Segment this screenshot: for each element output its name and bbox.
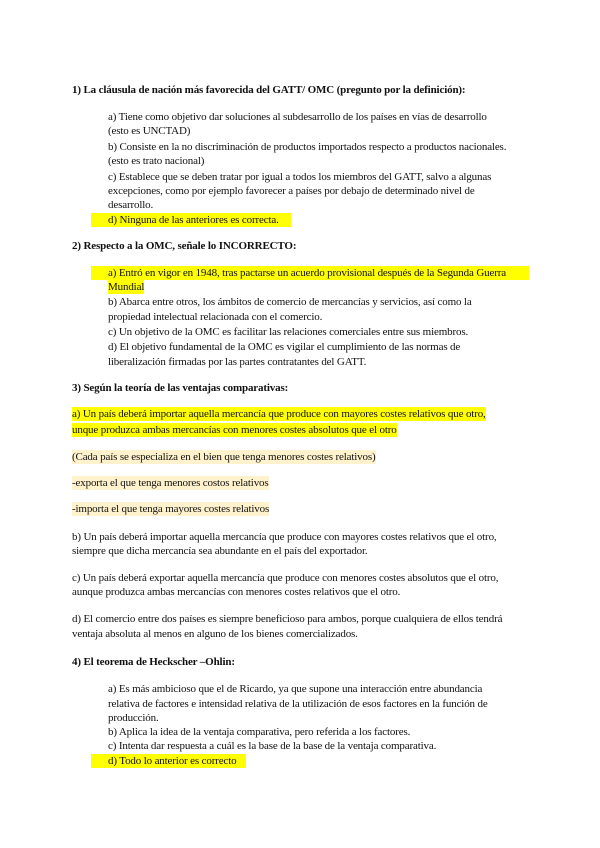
option-c: c) Intenta dar respuesta a cuál es la base de la base de la ventaja comparativa. [108,740,437,752]
option-a: relativa de factores e intensidad relativa de la utilización de esos factores en la función de [108,698,488,710]
option-a-correct: unque produzca ambas mercancías con menores costes absolutos que el otro [72,424,397,436]
option-c: c) Un objetivo de la OMC es facilitar las relaciones comerciales entre sus miembros. [108,326,469,338]
option-c: desarrollo. [108,199,154,211]
option-a: (esto es UNCTAD) [108,125,191,137]
option-b: b) Un país deberá importar aquella mercancía que produce con mayores costes relativos que el otro, [72,531,497,543]
option-c: c) Establece que se deben tratar por igual a todos los miembros del GATT, salvo a algunas [108,171,492,183]
option-b: propiedad intelectual relacionada con el comercio. [108,311,323,323]
option-c: aunque produzca ambas mercancías con menores costes relativos que el otro. [72,586,401,598]
option-a: a) Es más ambicioso que el de Ricardo, ya que supone una interacción entre abundancia [108,683,483,695]
option-d-correct: d) Ninguna de las anteriores es correcta. [91,213,291,227]
note: -exporta el que tenga menores costos relativos [72,477,269,489]
note: (Cada país se especializa en el bien que tenga menores costes relativos) [72,451,376,463]
option-d: ventaja absoluta al menos en alguno de los bienes comercializados. [72,628,358,640]
question-title: 2) Respecto a la OMC, señale lo INCORRECTO: [72,240,297,252]
option-c: excepciones, como por ejemplo favorecer a países por debajo de determinado nivel de [108,185,475,197]
option-b: b) Aplica la idea de la ventaja comparativa, pero referida a los factores. [108,726,411,738]
question-title: 1) La cláusula de nación más favorecida del GATT/ OMC (pregunto por la definición): [72,84,466,96]
option-d: liberalización firmadas por las partes contratantes del GATT. [108,356,367,368]
option-d: d) El objetivo fundamental de la OMC es vigilar el cumplimiento de las normas de [108,341,461,353]
option-a-correct: Mundial [108,281,145,293]
option-b: b) Consiste en la no discriminación de productos importados respecto a productos nacionales. [108,141,507,153]
option-b: b) Abarca entre otros, los ámbitos de comercio de mercancías y servicios, así como la [108,296,472,308]
question-title: 3) Según la teoría de las ventajas comparativas: [72,382,289,394]
option-a: a) Tiene como objetivo dar soluciones al subdesarrollo de los países en vías de desarrollo [108,111,487,123]
option-a-correct: a) Entró en vigor en 1948, tras pactarse un acuerdo provisional después de la Segunda Guerra [91,266,529,280]
option-a: producción. [108,712,159,724]
option-d-correct: d) Todo lo anterior es correcto [91,754,246,768]
option-b: siempre que dicha mercancía sea abundante en el país del exportador. [72,545,368,557]
note: -importa el que tenga mayores costes relativos [72,503,270,515]
option-c: c) Un país deberá exportar aquella mercancía que produce con menores costes absolutos que el otro, [72,572,499,584]
question-title: 4) El teorema de Heckscher –Ohlin: [72,656,235,668]
option-d: d) El comercio entre dos países es siempre beneficioso para ambos, porque cualquiera de ellos tendrá [72,613,503,625]
option-b: (esto es trato nacional) [108,155,205,167]
option-a-correct: a) Un país deberá importar aquella mercancía que produce con mayores costes relativos que otro, [72,408,486,420]
